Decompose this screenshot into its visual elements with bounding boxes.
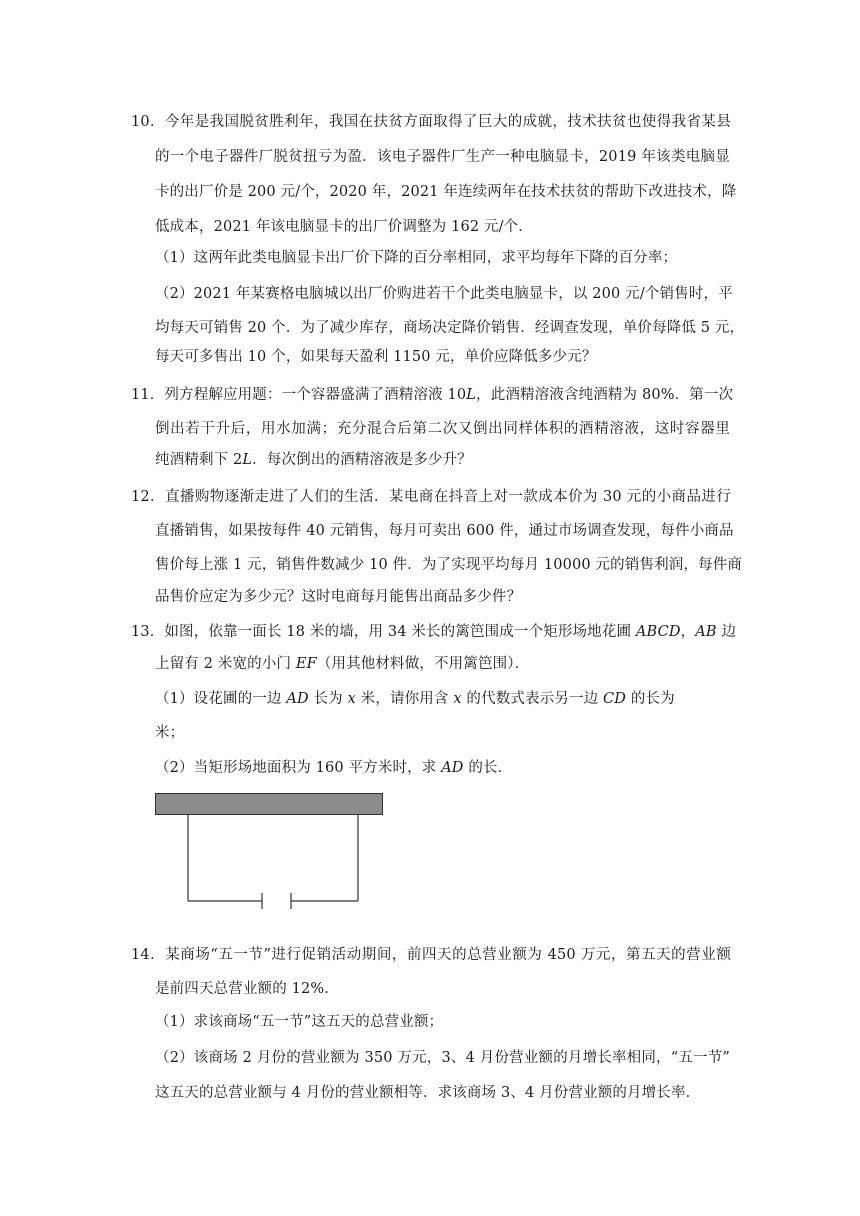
problem-13-question-1-line-1 <box>155 689 675 709</box>
var-ad: AD <box>286 691 309 707</box>
garden-figure <box>150 790 390 920</box>
problem-10-question-1: （1）这两年此类电脑显卡出厂价下降的百分率相同，求平均每年下降的百分率； <box>155 250 678 266</box>
problem-14-line-1: 14．某商场“五一节”进行促销活动期间，前四天的总营业额为 450 万元，第五天的营业额 <box>131 947 731 963</box>
text: 边 <box>716 624 737 640</box>
text: 上留有 2 米宽的小门 <box>155 656 296 672</box>
var-cd: CD <box>603 691 627 707</box>
text: （用其他材料做，不用篱笆围）． <box>316 656 530 672</box>
problem-14-question-2-line-1: （2）该商场 2 月份的营业额为 350 万元，3、4 月份营业额的月增长率相同，“五一节” <box>155 1050 730 1066</box>
text: 纯酒精剩下 2 <box>155 452 243 468</box>
text: 13．如图，依靠一面长 18 米的墙，用 34 米长的篱笆围成一个矩形场地花圃 <box>131 624 636 640</box>
garden-diagram <box>150 790 390 920</box>
text: （1）设花圃的一边 <box>155 691 287 707</box>
unit-liter: L <box>242 452 253 468</box>
var-x: x <box>453 691 462 707</box>
text: （2）当矩形场地面积为 160 平方米时，求 <box>155 760 442 776</box>
problem-10-question-2-line-3: 每天可多售出 10 个，如果每天盈利 1150 元，单价应降低多少元？ <box>155 349 597 365</box>
problem-12-line-3: 售价每上涨 1 元，销售件数减少 10 件．为了实现平均每月 10000 元的销售利润，每件商 <box>155 557 743 573</box>
text: ，此酒精溶液含纯酒精为 80%．第一次 <box>476 387 734 403</box>
problem-11-line-1 <box>131 385 733 405</box>
problem-13-question-2 <box>155 758 512 778</box>
problem-14-question-2-line-2: 这五天的总营业额与 4 月份的营业额相等．求该商场 3、4 月份营业额的月增长率． <box>155 1085 701 1101</box>
problem-13-line-2 <box>155 654 529 674</box>
problem-10-line-2: 的一个电子器件厂脱贫扭亏为盈．该电子器件厂生产一种电脑显卡，2019 年该类电脑显 <box>155 149 730 165</box>
text: 的长． <box>463 760 513 776</box>
problem-14-line-2: 是前四天总营业额的 12%． <box>155 981 339 997</box>
text: ．每次倒出的酒精溶液是多少升？ <box>252 452 472 468</box>
var-ad: AD <box>441 760 464 776</box>
problem-10-line-4: 低成本，2021 年该电脑显卡的出厂价调整为 162 元/个． <box>155 219 533 235</box>
text: ， <box>680 624 696 640</box>
var-ab: AB <box>695 624 717 640</box>
text: 的长为 <box>626 691 675 707</box>
unit-liter: L <box>466 387 477 403</box>
problem-12-line-4: 品售价应定为多少元？这时电商每月能售出商品多少件？ <box>155 589 522 605</box>
problem-14-question-1: （1）求该商场“五一节”这五天的总营业额； <box>155 1014 444 1030</box>
var-abcd: ABCD <box>635 624 681 640</box>
text: 11．列方程解应用题：一个容器盛满了酒精溶液 10 <box>131 387 467 403</box>
text: 长为 <box>308 691 348 707</box>
problem-12-line-2: 直播销售，如果按每件 40 元销售，每月可卖出 600 件，通过市场调查发现，每件小商品 <box>155 523 734 539</box>
problem-11-line-2: 倒出若干升后，用水加满；充分混合后第二次又倒出同样体积的酒精溶液，这时容器里 <box>155 421 730 437</box>
problem-12-line-1: 12．直播购物逐渐走进了人们的生活．某电商在抖音上对一款成本价为 30 元的小商品进行 <box>131 489 731 505</box>
problem-10-line-1: 10．今年是我国脱贫胜利年，我国在扶贫方面取得了巨大的成就，技术扶贫也使得我省某县 <box>131 114 731 130</box>
text: 的代数式表示另一边 <box>461 691 604 707</box>
problem-13-question-1-line-2: 米； <box>155 725 185 741</box>
problem-10-line-3: 卡的出厂价是 200 元/个，2020 年，2021 年连续两年在技术扶贫的帮助下改进技术，降 <box>155 184 737 200</box>
text: 米，请你用含 <box>355 691 454 707</box>
var-ef: EF <box>295 656 317 672</box>
problem-11-line-3 <box>155 450 472 470</box>
problem-10-question-2-line-1: （2）2021 年某赛格电脑城以出厂价购进若干个此类电脑显卡，以 200 元/个销售时，平 <box>155 286 733 302</box>
problem-13-line-1 <box>131 622 736 642</box>
problem-10-question-2-line-2: 均每天可销售 20 个．为了减少库存，商场决定降价销售．经调查发现，单价每降低 5 元， <box>155 320 745 336</box>
var-x: x <box>347 691 356 707</box>
